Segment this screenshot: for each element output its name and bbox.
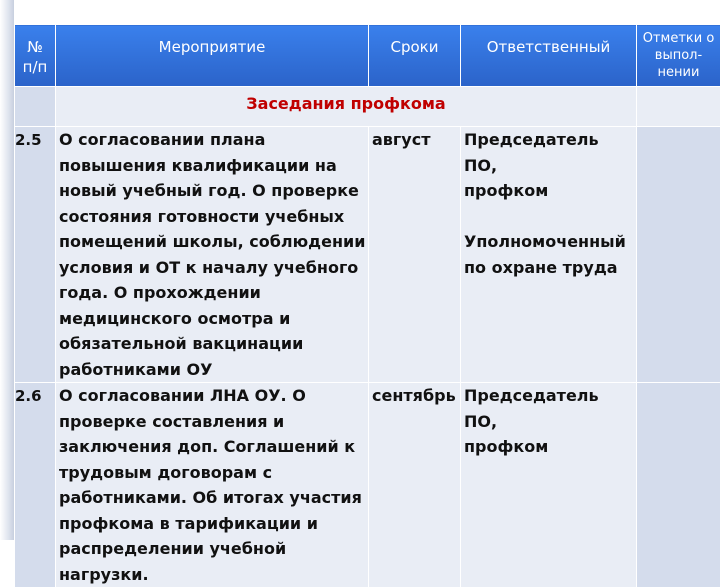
header-num: № п/п: [15, 25, 56, 87]
section-row: [15, 87, 720, 127]
row-responsible: Председатель ПО, профком Уполномоченный по охране труда: [461, 127, 637, 383]
row-dates: сентябрь: [369, 383, 461, 588]
row-num: 2.6: [15, 383, 56, 588]
left-edge-shadow: [0, 0, 14, 540]
row-event: О согласовании плана повышения квалификации на новый учебный год. О проверке состояния готовности учебных помещений школы, соблюдении условия и ОТ к началу учебного года. О прохождении медицинского осмотра и обязательной вакцинации работниками ОУ: [56, 127, 369, 383]
row-dates: август: [369, 127, 461, 383]
section-num-cell: [15, 87, 56, 127]
row-notes: [637, 383, 720, 588]
row-notes: [637, 127, 720, 383]
row-event: О согласовании ЛНА ОУ. О проверке составления и заключения доп. Соглашений к трудовым договорам с работниками. Об итогах участия профкома в тарификации и распределении учебной нагрузки.: [56, 383, 369, 588]
plan-table: [14, 24, 720, 588]
section-title: Заседания профкома: [56, 87, 637, 127]
row-num: 2.5: [15, 127, 56, 383]
header-responsible: Ответственный: [461, 25, 637, 87]
row-responsible: Председатель ПО, профком: [461, 383, 637, 588]
table-header-row: [15, 25, 720, 87]
table-row: [15, 127, 720, 383]
section-notes-cell: [637, 87, 720, 127]
header-dates: Сроки: [369, 25, 461, 87]
table-row: [15, 383, 720, 588]
header-notes: Отметки о выпол- нении: [637, 25, 720, 87]
header-event: Мероприятие: [56, 25, 369, 87]
